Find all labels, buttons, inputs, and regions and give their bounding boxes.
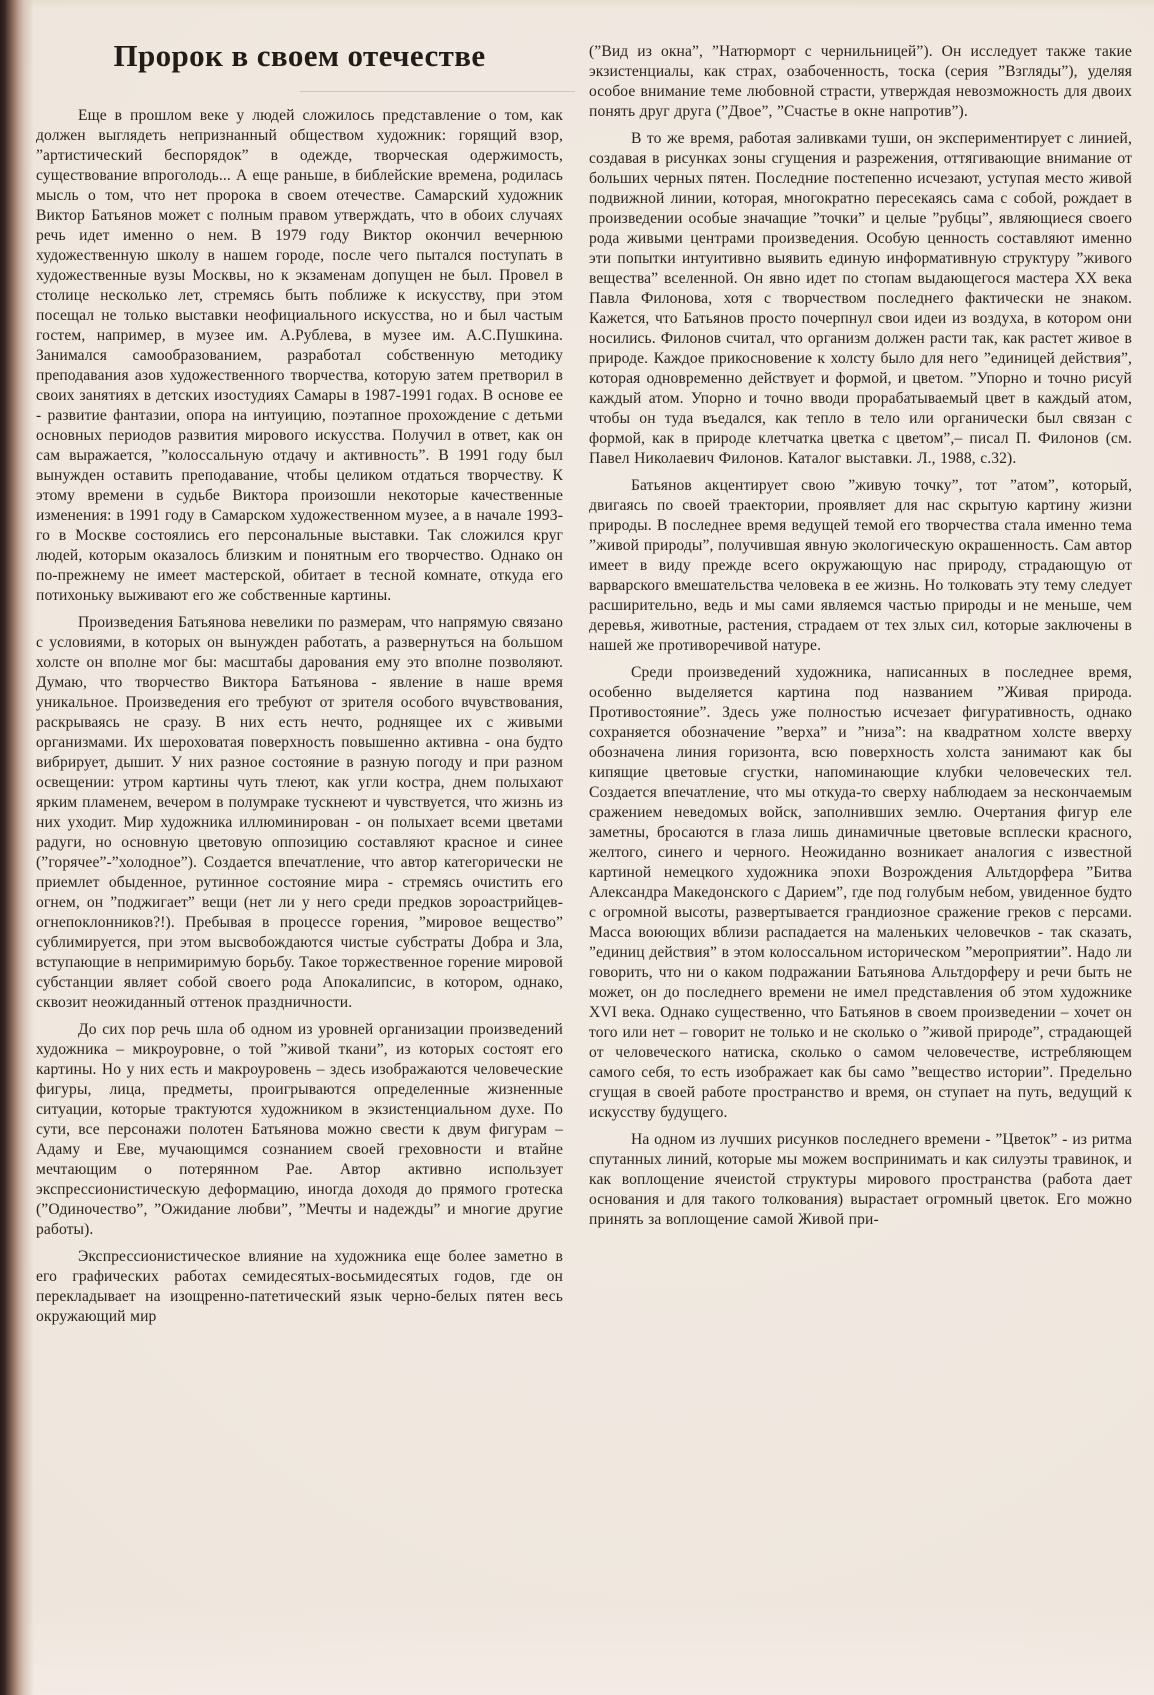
paragraph: (”Вид из окна”, ”Натюрморт с чернильницей”). Он исследует также такие экзистенциалы, как страх, озабоченность, тоска (серия ”Взгляды”), уделяя особое внимание теме любовной страсти, утверждая невозможность для двоих понять друг друга (”Двое”, ”Счастье в окне напротив”). <box>589 43 1132 120</box>
paragraph: В то же время, работая заливками туши, он экспериментирует с линией, создавая в рисунках зоны сгущения и разрежения, оттягивающие внимание от больших черных пятен. Последние постепенно исчезают, уступая место живой подвижной линии, которая, многократно пересекаясь сама с собой, рождает в произведении особые значащие ”точки” и целые ”рубцы”, являющиеся своего рода живыми центрами произведения. Особую ценность составляют именно эти попытки интуитивно выявить единую информативную структуру ”живого вещества” вселенной. Он явно идет по стопам выдающегося мастера XX века Павла Филонова, хотя с творчеством последнего фактически не знаком. Кажется, что Батьянов просто почерпнул свои идеи из воздуха, в котором они носились. Филонов считал, что организм должен расти так, как растет живое в природе. Каждое прикосновение к холсту было для него ”единицей действия”, которая одновременно действует и формой, и цветом. ”Упорно и точно рисуй каждый атом. Упорно и точно вводи прорабатываемый цвет в каждый атом, чтобы он туда въедался, как тепло в тело или органически был связан с формой, как в природе клетчатка цветка с цветом”,– писал П. Филонов (см. Павел Николаевич Филонов. Каталог выставки. Л., 1988, с.32). <box>589 130 1132 467</box>
article-title: Пророк в своем отечестве <box>113 38 486 73</box>
paragraph: Произведения Батьянова невелики по размерам, что напрямую связано с условиями, в которых он вынужден работать, а развернуться на большом холсте он вполне мог бы: масштабы дарования ему это вполне позволяют. Думаю, что творчество Виктора Батьянова - явление в наше время уникальное. Произведения его требуют от зрителя особого вчувствования, раскрываясь не сразу. В них есть нечто, роднящее их с живыми организмами. Их шероховатая поверхность повышенно активна - она будто вибрирует, дышит. У них разное состояние в разную погоду и при разном освещении: утром картины чуть тлеют, как угли костра, днем полыхают ярким пламенем, вечером в полумраке тускнеют и чувствуется, что жизнь из них уходит. Мир художника иллюминирован - он полыхает всеми цветами радуги, но основную цветовую оппозицию составляют красное и синее (”горячее”-”холодное”). Создается впечатление, что автор категорически не приемлет обыденное, рутинное состояние мира - стремясь очистить его огнем, он ”поджигает” вещи (нет ли у него среди предков зороастрийцев-огнепоклонников?!). Пребывая в процессе горения, ”мировое вещество” сублимируется, при этом высвобождаются чистые субстраты Добра и Зла, вступающие в непримиримую борьбу. Такое торжественное горение мировой субстанции являет собой своего рода Апокалипсис, в котором, однако, сквозит неожиданный оттенок праздничности. <box>36 614 563 1011</box>
book-edge-shadow <box>0 0 34 1695</box>
paragraph: Экспрессионистическое влияние на художника еще более заметно в его графических работах семидесятых-восьмидесятых годов, где он перекладывает на изощренно-патетический язык черно-белых пятен весь окружающий мир <box>36 1248 563 1325</box>
paragraph: Батьянов акцентирует свою ”живую точку”, тот ”атом”, который, двигаясь по своей траектории, проявляет для нас скрытую картину жизни природы. В последнее время ведущей темой его творчества стала именно тема ”живой природы”, получившая явную экологическую окрашенность. Сам автор имеет в виду прежде всего окружающую нас природу, страдающую от варварского вмешательства человека в ее жизнь. Но толковать эту тему следует расширительно, ведь и мы сами являемся частью природы и не меньше, чем деревья, животные, растения, страдаем от тех злых сил, которые заключены в нашей же противоречивой натуре. <box>589 477 1132 654</box>
paragraph: Среди произведений художника, написанных в последнее время, особенно выделяется картина под названием ”Живая природа. Противостояние”. Здесь уже полностью исчезает фигуративность, однако сохраняется обозначение ”верха” и ”низа”: на квадратном холсте вверху обозначена линия горизонта, всю поверхность холста занимают как бы кипящие цветовые сгустки, напоминающие клубки человеческих тел. Создается впечатление, что мы откуда-то сверху наблюдаем за нескончаемым сражением неведомых войск, заполнивших землю. Очертания фигур еле заметны, бросаются в глаза лишь динамичные цветовые всплески красного, желтого, синего и черного. Неожиданно возникает аналогия с известной картиной немецкого художника эпохи Возрождения Альтдорфера ”Битва Александра Македонского с Дарием”, где под голубым небом, увиденное будто с огромной высоты, развертывается грандиозное сражение греков с персами. Масса воюющих вблизи распадается на маленьких человечков - так сказать, ”единиц действия” в этом колоссальном историческом ”мероприятии”. Надо ли говорить, что ни о каком подражании Батьянова Альтдорферу и речи быть не может, он до последнего времени не имел представления об этом художнике XVI века. Однако существенно, что Батьянов в своем произведении – хочет он того или нет – говорит не только и не сколько о ”живой природе”, страдающей от человеческого натиска, сколько о самом человечестве, истребляющем самого себя, то есть изображает как бы само ”вещество истории”. Предельно сгущая в своей работе пространство и время, он ступает на путь, ведущий к искусству будущего. <box>589 664 1132 1121</box>
scan-artifact-line <box>300 91 575 92</box>
right-column <box>589 42 1132 1230</box>
paragraph: На одном из лучших рисунков последнего времени - ”Цветок” - из ритма спутанных линий, которые мы можем воспринимать и как силуэты травинок, и как воплощение ячеистой структуры мирового пространства (работа дает основания и для такого толкования) вырастает огромный цветок. Его можно принять за воплощение самой Живой при- <box>589 1131 1132 1228</box>
left-column <box>36 106 563 1327</box>
paragraph: До сих пор речь шла об одном из уровней организации произведений художника – микроуровне, о той ”живой ткани”, из которых состоят его картины. Но у них есть и макроуровень – здесь изображаются человеческие фигуры, лица, предметы, проигрываются определенные жизненные ситуации, которые трактуются художником в экзистенциальном духе. По сути, все персонажи полотен Батьянова можно свести к двум фигурам – Адаму и Еве, мучающимся сознанием своей греховности и втайне мечтающим о потерянном Рае. Автор активно использует экспрессионистическую деформацию, иногда доходя до прямого гротеска (”Одиночество”, ”Ожидание любви”, ”Мечты и надежды” и многие другие работы). <box>36 1021 563 1238</box>
paragraph: Еще в прошлом веке у людей сложилось представление о том, как должен выглядеть непризнанный обществом художник: горящий взор, ”артистический беспорядок” в одежде, творческая одержимость, существование впроголодь... А еще раньше, в библейские времена, родилась мысль о том, что нет пророка в своем отечестве. Самарский художник Виктор Батьянов может с полным правом утверждать, что в обоих случаях речь идет именно о нем. В 1979 году Виктор окончил вечернюю художественную школу в нашем городе, после чего пытался поступать в художественные вузы Москвы, но к экзаменам допущен не был. Провел в столице несколько лет, стремясь быть поближе к искусству, при этом посещал не только выставки неофициального искусства, но и был частым гостем, например, в музее им. А.Рублева, в музее им. А.С.Пушкина. Занимался самообразованием, разработал собственную методику преподавания азов художественного творчества, которую затем претворил в своих занятиях в детских изостудиях Самары в 1987-1991 годах. В основе ее - развитие фантазии, опора на интуицию, поэтапное прохождение с детьми основных периодов развития мирового искусства. Получил в ответ, как он сам выражается, ”колоссальную отдачу и активность”. В 1991 году был вынужден оставить преподавание, чтобы целиком отдаться творчеству. К этому времени в судьбе Виктора произошли некоторые качественные изменения: в 1991 году в Самарском художественном музее, а в начале 1993-го в Москве состоялись его персональные выставки. Так сложился круг людей, которым оказалось близким и понятным его творчество. Однако он по-прежнему не имеет мастерской, обитает в тесной комнате, откуда его потихоньку выживают его же собственные картины. <box>36 107 563 604</box>
